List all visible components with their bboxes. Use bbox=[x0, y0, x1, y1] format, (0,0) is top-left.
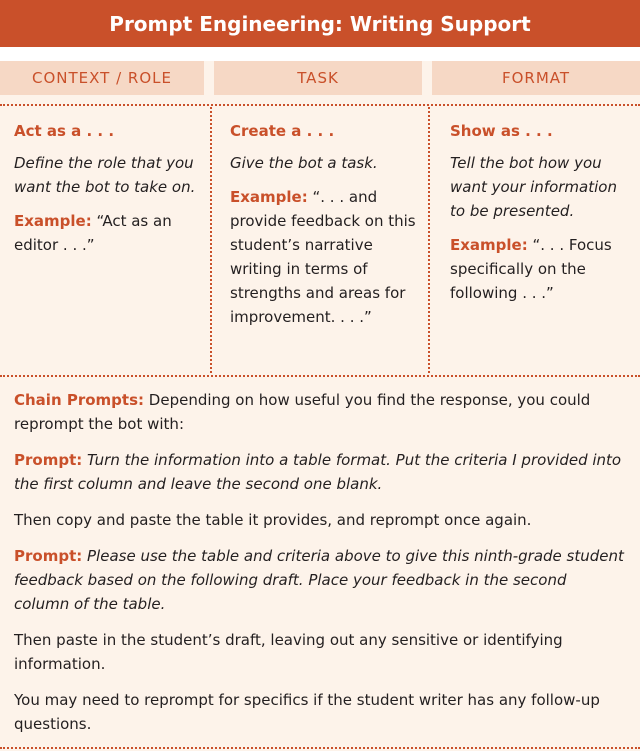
example-label: Example: bbox=[230, 188, 308, 206]
example-text: “. . . Focus specifically on the following . . .” bbox=[450, 236, 612, 302]
example-label: Example: bbox=[14, 212, 92, 230]
column-context-role bbox=[0, 107, 210, 373]
prompt-text: Please use the table and criteria above to give this ninth-grade student feedback based on the following draft. Place your feedback in the second column of the table. bbox=[14, 547, 624, 613]
prompt-text: Turn the information into a table format. Put the criteria I provided into the first column and leave the second one blank. bbox=[14, 451, 622, 493]
page-title: Prompt Engineering: Writing Support bbox=[109, 11, 531, 36]
column-format bbox=[430, 107, 640, 373]
chain-label: Chain Prompts: bbox=[14, 391, 145, 409]
column-header-context-role bbox=[0, 61, 204, 95]
column-header-label: TASK bbox=[297, 69, 339, 87]
chain-prompts-section bbox=[14, 388, 624, 748]
column-example bbox=[14, 209, 196, 257]
example-label: Example: bbox=[450, 236, 528, 254]
example-text: “Act as an editor . . .” bbox=[14, 212, 172, 254]
column-header-label: FORMAT bbox=[501, 69, 571, 87]
column-description: Tell the bot how you want your information to be presented. bbox=[450, 154, 617, 220]
column-heading: Act as a . . . bbox=[14, 122, 115, 140]
column-header-format bbox=[432, 61, 640, 95]
column-description: Give the bot a task. bbox=[230, 154, 378, 172]
prompt-label: Prompt: bbox=[14, 451, 83, 469]
column-heading: Create a . . . bbox=[230, 122, 335, 140]
column-example bbox=[450, 233, 626, 305]
instruction-3: You may need to reprompt for specifics if the student writer has any follow-up questions. bbox=[14, 691, 600, 733]
header-gap bbox=[0, 47, 640, 61]
column-heading: Show as . . . bbox=[450, 122, 553, 140]
divider-middle bbox=[0, 375, 640, 377]
column-example bbox=[230, 185, 418, 329]
chain-text: Depending on how useful you find the response, you could reprompt the bot with: bbox=[14, 391, 591, 433]
column-description: Define the role that you want the bot to take on. bbox=[14, 154, 196, 196]
prompt-1 bbox=[14, 448, 624, 496]
divider-top bbox=[0, 104, 640, 106]
instruction-2: Then paste in the student’s draft, leaving out any sensitive or identifying information. bbox=[14, 631, 563, 673]
title-bar bbox=[0, 0, 640, 47]
column-header-task bbox=[214, 61, 422, 95]
instruction-1: Then copy and paste the table it provides, and reprompt once again. bbox=[14, 511, 532, 529]
prompt-label: Prompt: bbox=[14, 547, 83, 565]
column-task bbox=[210, 107, 430, 373]
chain-intro bbox=[14, 388, 624, 436]
column-header-label: CONTEXT / ROLE bbox=[32, 69, 172, 87]
example-text: “. . . and provide feedback on this student’s narrative writing in terms of strengths and areas for improvement. . . .” bbox=[230, 188, 416, 326]
prompt-2 bbox=[14, 544, 624, 616]
divider-bottom bbox=[0, 747, 640, 749]
